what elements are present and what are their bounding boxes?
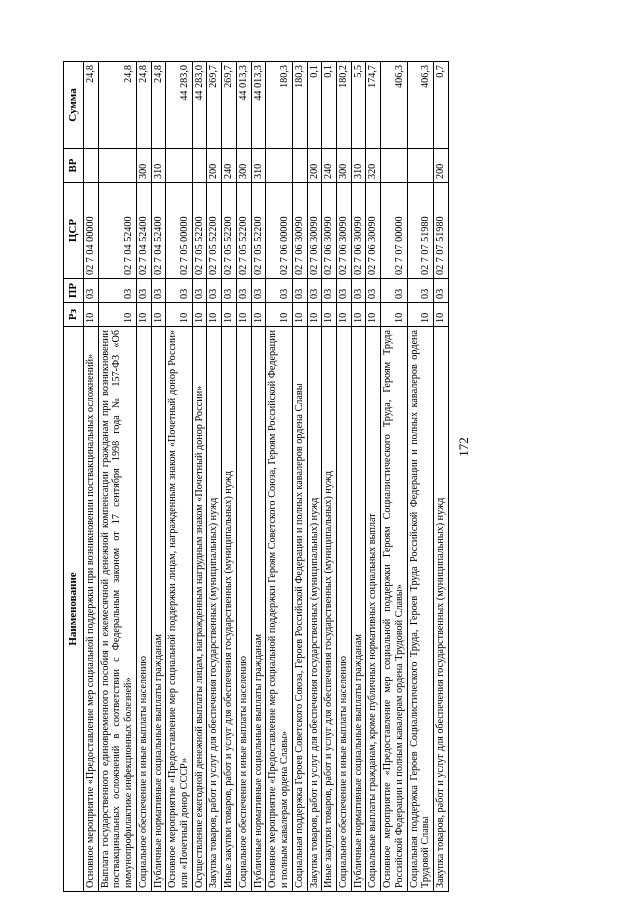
cell-pr: 03 <box>236 279 251 303</box>
cell-sum: 180,3 <box>266 62 292 149</box>
cell-name: Социальная поддержка Героев Социалистического Труда, Героев Труда Российской Федерации и полных кавалеров ордена Трудовой Славы <box>407 327 433 892</box>
cell-rz: 10 <box>351 303 366 327</box>
header-pr: ПР <box>64 279 84 303</box>
table-row <box>307 62 322 892</box>
cell-sum: 5,5 <box>351 62 366 149</box>
cell-name: Социальное обеспечение и иные выплаты населению <box>136 327 151 892</box>
cell-sum: 0,7 <box>433 62 448 149</box>
cell-sum: 0,1 <box>307 62 322 149</box>
cell-rz: 10 <box>236 303 251 327</box>
cell-name: Закупка товаров, работ и услуг для обеспечения государственных (муниципальных) нужд <box>207 327 222 892</box>
header-csr: ЦСР <box>64 183 84 279</box>
cell-vr <box>84 149 99 183</box>
cell-name: Социальное обеспечение и иные выплаты населению <box>236 327 251 892</box>
table-row <box>351 62 366 892</box>
cell-vr <box>98 149 136 183</box>
table-row <box>407 62 433 892</box>
header-sum: Сумма <box>64 62 84 149</box>
cell-sum: 174,7 <box>366 62 381 149</box>
table-row <box>433 62 448 892</box>
cell-name: Иные закупки товаров, работ и услуг для обеспечения государственных (муниципальных) нужд <box>322 327 337 892</box>
cell-pr: 03 <box>433 279 448 303</box>
cell-pr: 03 <box>366 279 381 303</box>
table-row <box>222 62 237 892</box>
cell-vr <box>166 149 192 183</box>
table-row <box>336 62 351 892</box>
cell-pr: 03 <box>381 279 407 303</box>
table-header-row <box>64 62 84 892</box>
cell-csr: 02 7 06 30090 <box>336 183 351 279</box>
header-rz: Рз <box>64 303 84 327</box>
cell-sum: 24,8 <box>84 62 99 149</box>
cell-pr: 03 <box>307 279 322 303</box>
cell-name: Социальные выплаты гражданам, кроме публичных нормативных социальных выплат <box>366 327 381 892</box>
cell-rz: 10 <box>336 303 351 327</box>
cell-pr: 03 <box>151 279 166 303</box>
cell-csr: 02 7 05 52200 <box>236 183 251 279</box>
cell-sum: 269,7 <box>207 62 222 149</box>
cell-csr: 02 7 06 30090 <box>351 183 366 279</box>
cell-rz: 10 <box>433 303 448 327</box>
cell-rz: 10 <box>407 303 433 327</box>
cell-sum: 44 283,0 <box>166 62 192 149</box>
cell-csr: 02 7 06 30090 <box>307 183 322 279</box>
cell-sum: 269,7 <box>222 62 237 149</box>
cell-sum: 24,8 <box>98 62 136 149</box>
cell-rz: 10 <box>251 303 266 327</box>
cell-vr: 300 <box>336 149 351 183</box>
cell-csr: 02 7 05 52200 <box>192 183 207 279</box>
cell-csr: 02 7 06 00000 <box>266 183 292 279</box>
cell-name: Основное мероприятие «Предоставление мер социальной поддержки Героям Советского Союза, Героям Российской Федерации и полным кавалерам ордена Славы» <box>266 327 292 892</box>
cell-csr: 02 7 04 00000 <box>84 183 99 279</box>
cell-csr: 02 7 05 00000 <box>166 183 192 279</box>
rotated-table-container <box>63 62 573 892</box>
cell-sum: 180,2 <box>336 62 351 149</box>
cell-name: Публичные нормативные социальные выплаты гражданам <box>251 327 266 892</box>
cell-csr: 02 7 04 52400 <box>136 183 151 279</box>
table-row <box>381 62 407 892</box>
table-row <box>266 62 292 892</box>
cell-name: Закупка товаров, работ и услуг для обеспечения государственных (муниципальных) нужд <box>307 327 322 892</box>
cell-vr <box>407 149 433 183</box>
cell-csr: 02 7 07 51980 <box>433 183 448 279</box>
cell-name: Публичные нормативные социальные выплаты гражданам <box>151 327 166 892</box>
cell-rz: 10 <box>98 303 136 327</box>
cell-pr: 03 <box>336 279 351 303</box>
cell-pr: 03 <box>207 279 222 303</box>
cell-pr: 03 <box>222 279 237 303</box>
cell-sum: 24,8 <box>151 62 166 149</box>
cell-rz: 10 <box>166 303 192 327</box>
cell-name: Закупка товаров, работ и услуг для обеспечения государственных (муниципальных) нужд <box>433 327 448 892</box>
header-vr: ВР <box>64 149 84 183</box>
cell-name: Осуществление ежегодной денежной выплаты лицам, награжденным нагрудным знаком «Почетный донор России» <box>192 327 207 892</box>
cell-vr: 200 <box>433 149 448 183</box>
cell-pr: 03 <box>266 279 292 303</box>
cell-csr: 02 7 07 51980 <box>407 183 433 279</box>
table-row <box>236 62 251 892</box>
cell-pr: 03 <box>98 279 136 303</box>
cell-rz: 10 <box>222 303 237 327</box>
cell-pr: 03 <box>351 279 366 303</box>
cell-rz: 10 <box>192 303 207 327</box>
cell-pr: 03 <box>192 279 207 303</box>
header-name: Наименование <box>64 327 84 892</box>
cell-sum: 0,1 <box>322 62 337 149</box>
table-row <box>192 62 207 892</box>
cell-rz: 10 <box>151 303 166 327</box>
cell-name: Социальное обеспечение и иные выплаты населению <box>336 327 351 892</box>
cell-csr: 02 7 06 30090 <box>292 183 307 279</box>
cell-vr: 240 <box>222 149 237 183</box>
table-row <box>207 62 222 892</box>
cell-name: Основное мероприятие «Предоставление мер социальной поддержки лицам, награжденным знаком «Почетный донор России» или «Почетный донор СССР» <box>166 327 192 892</box>
cell-csr: 02 7 06 30090 <box>322 183 337 279</box>
page-number: 172 <box>456 437 471 457</box>
budget-table <box>63 61 449 892</box>
cell-pr: 03 <box>136 279 151 303</box>
cell-csr: 02 7 06 30090 <box>366 183 381 279</box>
table-row <box>136 62 151 892</box>
cell-rz: 10 <box>322 303 337 327</box>
cell-sum: 406,3 <box>381 62 407 149</box>
cell-rz: 10 <box>381 303 407 327</box>
table-row <box>98 62 136 892</box>
cell-rz: 10 <box>292 303 307 327</box>
cell-csr: 02 7 04 52400 <box>151 183 166 279</box>
cell-vr: 310 <box>251 149 266 183</box>
cell-vr: 300 <box>236 149 251 183</box>
cell-csr: 02 7 04 52400 <box>98 183 136 279</box>
cell-sum: 44 013,3 <box>236 62 251 149</box>
cell-rz: 10 <box>84 303 99 327</box>
cell-name: Основное мероприятие «Предоставление мер социальной поддержки при возникновении поствакцинальных осложнений» <box>84 327 99 892</box>
cell-vr <box>292 149 307 183</box>
cell-rz: 10 <box>307 303 322 327</box>
cell-name: Иные закупки товаров, работ и услуг для обеспечения государственных (муниципальных) нужд <box>222 327 237 892</box>
cell-vr: 320 <box>366 149 381 183</box>
cell-pr: 03 <box>322 279 337 303</box>
cell-rz: 10 <box>266 303 292 327</box>
table-row <box>166 62 192 892</box>
cell-name: Выплата государственного единовременного пособия и ежемесячной денежной компенсации гражданам при возникновении поствакцинальных осложнений в соответствии с Федеральным законом от 17 сентября 1998 года № 157-ФЗ «Об иммунопрофилактике инфекционных болезней» <box>98 327 136 892</box>
cell-vr: 310 <box>151 149 166 183</box>
cell-vr: 200 <box>307 149 322 183</box>
cell-vr <box>192 149 207 183</box>
table-row <box>322 62 337 892</box>
table-row <box>251 62 266 892</box>
cell-rz: 10 <box>136 303 151 327</box>
cell-csr: 02 7 05 52200 <box>222 183 237 279</box>
cell-pr: 03 <box>251 279 266 303</box>
cell-vr: 240 <box>322 149 337 183</box>
cell-sum: 180,3 <box>292 62 307 149</box>
cell-name: Социальная поддержка Героев Советского Союза, Героев Российской Федерации и полных кавалеров ордена Славы <box>292 327 307 892</box>
table-row <box>151 62 166 892</box>
cell-vr: 200 <box>207 149 222 183</box>
table-row <box>292 62 307 892</box>
cell-vr: 300 <box>136 149 151 183</box>
cell-sum: 44 013,3 <box>251 62 266 149</box>
cell-pr: 03 <box>407 279 433 303</box>
cell-name: Публичные нормативные социальные выплаты гражданам <box>351 327 366 892</box>
cell-sum: 24,8 <box>136 62 151 149</box>
cell-name: Основное мероприятие «Предоставление мер социальной поддержки Героям Социалистического Труда, Героям Труда Российской Федерации и полным кавалерам ордена Трудовой Славы» <box>381 327 407 892</box>
cell-pr: 03 <box>166 279 192 303</box>
table-row <box>84 62 99 892</box>
cell-vr <box>381 149 407 183</box>
cell-pr: 03 <box>84 279 99 303</box>
cell-rz: 10 <box>366 303 381 327</box>
cell-vr <box>266 149 292 183</box>
cell-sum: 406,3 <box>407 62 433 149</box>
cell-csr: 02 7 05 52200 <box>251 183 266 279</box>
table-row <box>366 62 381 892</box>
cell-sum: 44 283,0 <box>192 62 207 149</box>
cell-vr: 310 <box>351 149 366 183</box>
cell-rz: 10 <box>207 303 222 327</box>
cell-pr: 03 <box>292 279 307 303</box>
cell-csr: 02 7 05 52200 <box>207 183 222 279</box>
cell-csr: 02 7 07 00000 <box>381 183 407 279</box>
